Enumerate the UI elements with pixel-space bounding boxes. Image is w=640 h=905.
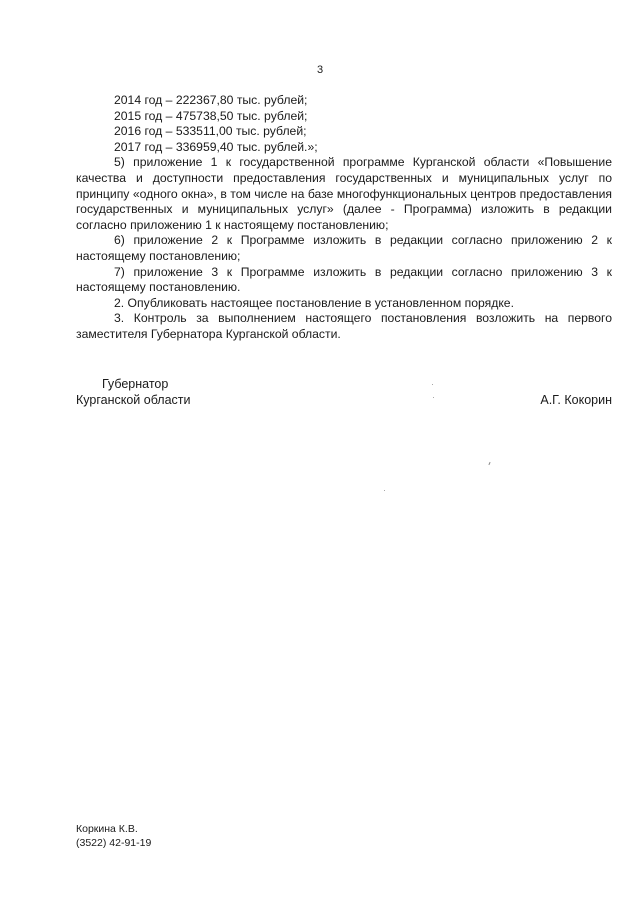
signatory-region: Курганской области <box>76 392 191 407</box>
paragraph-item-5: 5) приложение 1 к государственной программе Курганской области «Повышение качества и доступности предоставления государственных и муниципальных услуг по принципу «одного окна», в том числе на базе многофункциональных центров предоставления государственных и муниципальных услуг» (далее - Программа) изложить в редакции согласно приложению 1 к настоящему постановлению; <box>76 155 612 232</box>
executor-phone: (3522) 42-91-19 <box>76 837 152 849</box>
funding-line-2014: 2014 год – 222367,80 тыс. рублей; <box>114 93 308 107</box>
funding-line-2016: 2016 год – 533511,00 тыс. рублей; <box>114 124 307 139</box>
scan-speck <box>432 384 433 385</box>
signatory-name: А.Г. Кокорин <box>540 393 612 407</box>
signatory-position: Губернатор <box>102 377 169 391</box>
scan-speck <box>433 397 434 398</box>
signature-block <box>76 377 191 408</box>
executor-block <box>76 822 151 850</box>
document-body <box>76 93 612 343</box>
page-number: 3 <box>316 64 324 76</box>
paragraph-publish: 2. Опубликовать настоящее постановление в установленном порядке. <box>114 295 514 310</box>
scan-speck <box>384 490 385 491</box>
scan-speck <box>488 462 490 465</box>
funding-line-2015: 2015 год – 475738,50 тыс. рублей; <box>114 108 308 123</box>
executor-name: Коркина К.В. <box>76 823 138 835</box>
paragraph-item-7: 7) приложение 3 к Программе изложить в редакции согласно приложению 3 к настоящему постановлению. <box>76 264 612 295</box>
paragraph-item-6: 6) приложение 2 к Программе изложить в редакции согласно приложению 2 к настоящему постановлению; <box>76 233 612 263</box>
funding-line-2017: 2017 год – 336959,40 тыс. рублей.»; <box>114 139 318 154</box>
paragraph-control: 3. Контроль за выполнением настоящего постановления возложить на первого заместителя Губернатора Курганской области. <box>76 311 612 341</box>
